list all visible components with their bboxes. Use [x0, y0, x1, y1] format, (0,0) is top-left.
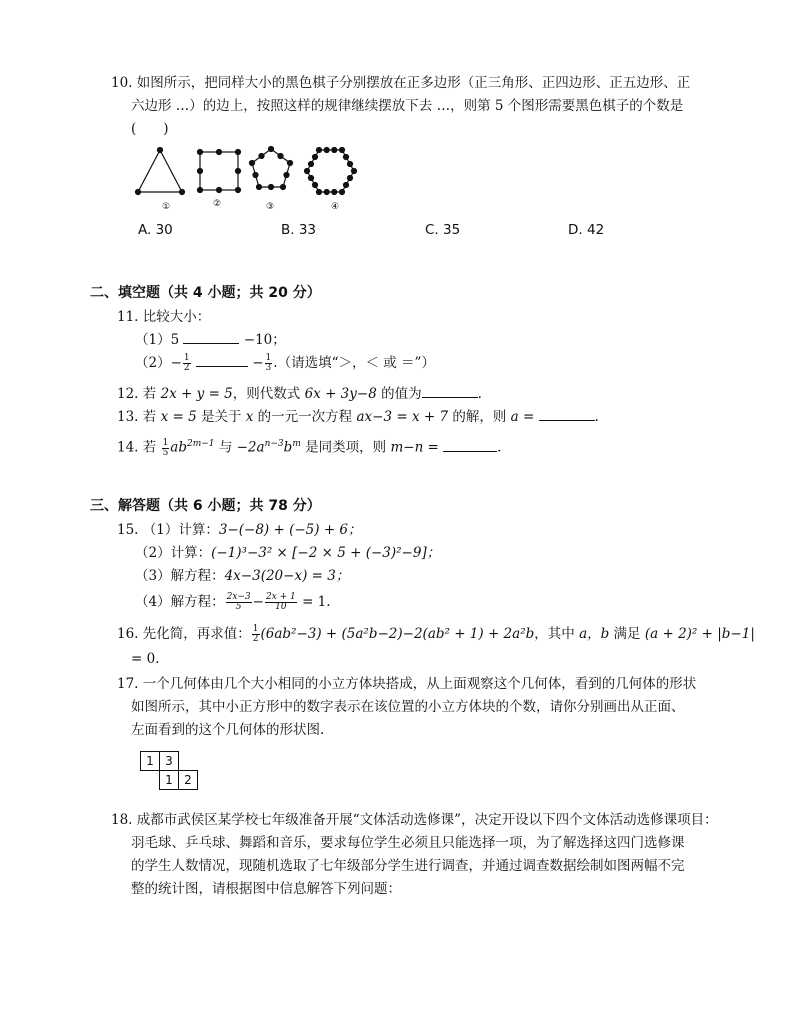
figure-label-2: ②	[213, 199, 222, 209]
figure-label-1: ①	[162, 202, 171, 212]
figure-label-4: ④	[331, 202, 340, 212]
grid-cell-empty	[141, 771, 160, 790]
q18-line2: 羽毛球、乒乓球、舞蹈和音乐，要求每位学生必须且只能选择一项，为了解选择这四门选修课	[131, 835, 685, 851]
hexagon-figure	[304, 147, 356, 194]
grid-cell: 3	[160, 752, 179, 771]
grid-cell-empty	[179, 752, 198, 771]
q17-top-view-grid	[140, 751, 198, 790]
q15-part3: （3）解方程：4x−3(20−x) = 3；	[135, 568, 350, 584]
q10-line1: 10. 如图所示，把同样大小的黑色棋子分别摆放在正多边形（正三角形、正四边形、正五边形、正	[111, 75, 691, 91]
q17-line2: 如图所示，其中小正方形中的数字表示在该位置的小立方体块的个数，请你分别画出从正面、	[131, 699, 685, 715]
section3-title: 三、解答题（共 6 小题；共 78 分）	[90, 498, 321, 514]
q10-option-a: A. 30	[138, 222, 173, 238]
square-figure	[197, 149, 240, 192]
q18-line1: 18. 成都市武侯区某学校七年级准备开展“文体活动选修课”，决定开设以下四个文体活动选修课项目：	[111, 812, 718, 828]
q11-part1: （1）5 −10；	[135, 329, 286, 351]
q12: 12. 若 2x + y = 5，则代数式 6x + 3y−8 的值为 .	[117, 383, 482, 405]
q15-part2: （2）计算：(−1)³−3² × [−2 × 5 + (−3)²−9]；	[135, 545, 441, 561]
q10-line2: 六边形 …）的边上，按照这样的规律继续摆放下去 …，则第 5 个图形需要黑色棋子的个数是	[131, 98, 684, 114]
q16-line2: = 0.	[131, 651, 160, 667]
q11-blank1	[183, 329, 239, 344]
q18-line3: 的学生人数情况，现随机选取了七年级部分学生进行调查，并通过调查数据绘制如图两幅不完	[131, 858, 685, 874]
q16-line1: 16. 先化简，再求值： $\frac{1}{2}$ (6ab²−3) + (5a²b−2)−2(ab² + 1) + 2a²b，其中 a，b 满足 (a + 2)² + |b−1|	[117, 624, 755, 644]
q11-stem: 11. 比较大小：	[117, 309, 211, 325]
q10-paren: ( )	[131, 121, 169, 137]
q17-line3: 左面看到的这个几何体的形状图.	[131, 722, 325, 738]
figure-label-3: ③	[266, 202, 275, 212]
q15-part1: 15. （1）计算：3−(−8) + (−5) + 6；	[117, 522, 362, 538]
q10-option-d: D. 42	[568, 222, 605, 238]
q11-part2: （2）− $\frac{1}{2}$ − $\frac{1}{3}$ .（请选填“＞，＜ 或 ＝”）	[135, 353, 435, 373]
q14: 14. 若 $\frac{1}{5}$ $ab^{2m-1}$ 与 $-2a^{n-3}b^m$ 是同类项，则 m−n = .	[117, 437, 502, 458]
q13-blank	[539, 406, 595, 421]
q12-blank	[422, 383, 478, 398]
q18-line4: 整的统计图，请根据图中信息解答下列问题：	[131, 881, 401, 897]
q17-line1: 17. 一个几何体由几个大小相同的小立方体块搭成，从上面观察这个几何体，看到的几何体的形状	[117, 676, 697, 692]
grid-row-2	[141, 771, 198, 790]
grid-cell: 1	[160, 771, 179, 790]
q14-blank	[443, 437, 497, 452]
q13: 13. 若 x = 5 是关于 x 的一元一次方程 ax−3 = x + 7 的解，则 a = .	[117, 406, 599, 428]
triangle-figure	[135, 147, 184, 194]
q10-option-c: C. 35	[425, 222, 461, 238]
q15-part4: （4）解方程： $\frac{2x-3}{5}$ − $\frac{2x + 1}{10}$ = 1.	[135, 592, 331, 612]
grid-row-1	[141, 752, 198, 771]
pentagon-figure	[249, 146, 292, 189]
section2-title: 二、填空题（共 4 小题；共 20 分）	[90, 285, 321, 301]
q11-blank2	[196, 352, 248, 367]
q10-option-b: B. 33	[281, 222, 317, 238]
grid-cell: 2	[179, 771, 198, 790]
grid-cell: 1	[141, 752, 160, 771]
